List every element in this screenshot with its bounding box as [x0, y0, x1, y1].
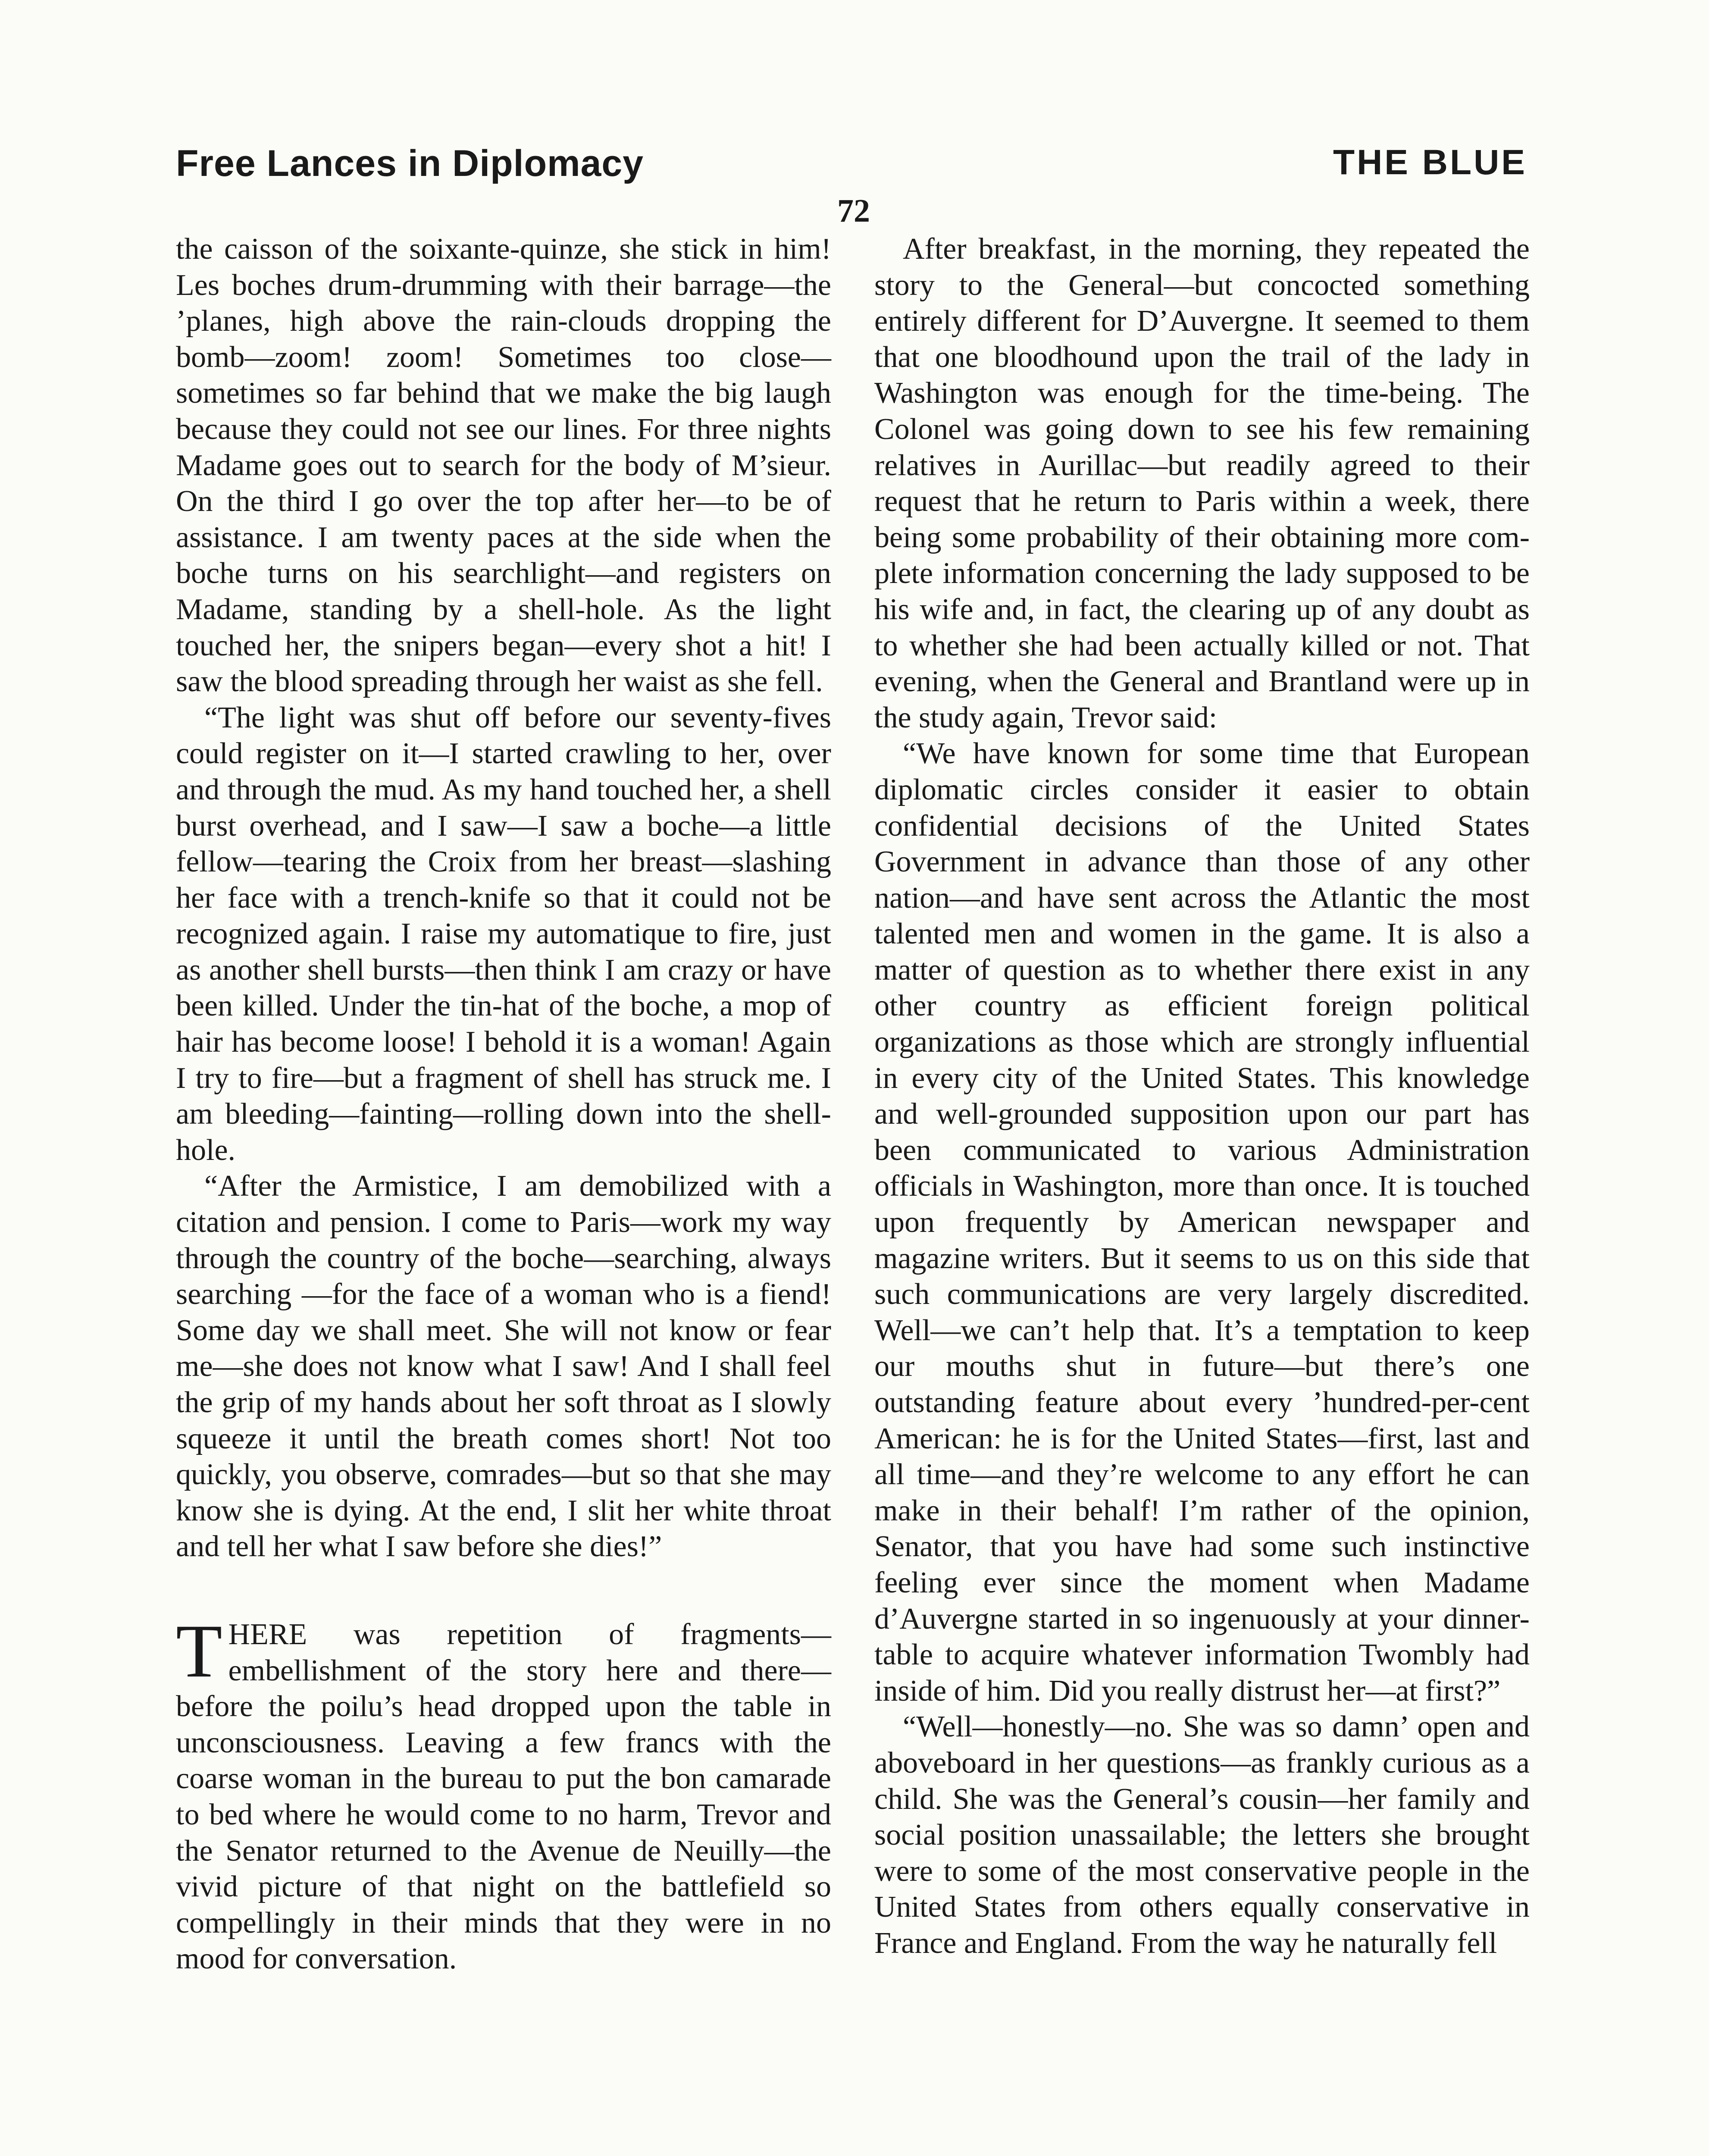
drop-cap: T — [176, 1609, 222, 1693]
right-column — [874, 231, 1530, 1962]
magazine-name: THE BLUE — [1333, 143, 1527, 182]
paragraph: “Well—honestly—no. She was so damn’ open and aboveboard in her questions—as frankly curious as a child. She was the General’s cousin—her family and social position unassailable; the letters she brought were to some of the most conservative people in the United States from others equally conservative in France and England. From the way he naturally fell — [874, 1710, 1530, 1960]
left-column — [176, 231, 831, 1977]
paragraph: After breakfast, in the morning, they repeated the story to the General—but concocted something entirely different for D’Auvergne. It seemed to them that one bloodhound upon the trail of the lady in Washington was enough for the time-being. The Colonel was going down to see his few remaining relatives in Aurillac—but readily agreed to their request that he return to Paris within a week, there being some probability of their obtaining more complete information concerning the lady supposed to be his wife and, in fact, the clearing up of any doubt as to whether she had been actually killed or not. That evening, when the General and Brantland were up in the study again, Trevor said: — [874, 232, 1530, 734]
paragraph: “The light was shut off before our seventy-fives could register on it—I started crawling to her, over and through the mud. As my hand touched her, a shell burst overhead, and I saw—I saw a boche—a little fellow—tearing the Croix from her breast—slashing her face with a trench-knife so that it could not be recognized again. I raise my automatique to fire, just as another shell bursts—then think I am crazy or have been killed. Under the tin-hat of the boche, a mop of hair has become loose! I behold it is a woman! Again I try to fire—but a fragment of shell has struck me. I am bleeding—fainting—rolling down into the shell-hole. — [176, 701, 831, 1167]
paragraph: the caisson of the soixante-quinze, she stick in him! Les boches drum-drumming with their barrage—the ’planes, high above the rain-clouds dropping the bomb—zoom! zoom! Sometimes too close—sometimes so far behind that we make the big laugh because they could not see our lines. For three nights Madame goes out to search for the body of M’sieur. On the third I go over the top after her—to be of assistance. I am twenty paces at the side when the boche turns on his searchlight—and registers on Madame, standing by a shell-hole. As the light touched her, the snipers began—every shot a hit! I saw the blood spreading through her waist as she fell. — [176, 232, 831, 699]
page-number: 72 — [837, 193, 870, 229]
paragraph-text: HERE was repetition of fragments—embellishment of the story here and there—before the poilu’s head dropped upon the table in unconsciousness. Leaving a few francs with the coarse woman in the bureau to put the bon camarade to bed where he would come to no harm, Trevor and the Senator returned to the Avenue de Neuilly—the vivid picture of that night on the battlefield so compellingly in their minds that they were in no mood for conversation. — [176, 1617, 831, 1976]
paragraph-with-drop-cap — [176, 1609, 831, 1977]
paragraph: “After the Armistice, I am demobilized with a citation and pension. I come to Paris—work my way through the country of the boche—searching, always searching —for the face of a woman who is a fiend! Some day we shall meet. She will not know or fear me—she does not know what I saw! And I shall feel the grip of my hands about her soft throat as I slowly squeeze it until the breath comes short! Not too quickly, you observe, comrades—but so that she may know she is dying. At the end, I slit her white throat and tell her what I saw before she dies!” — [176, 1169, 831, 1564]
paragraph: “We have known for some time that European diplomatic circles consider it easier to obtain confidential decisions of the United States Government in advance than those of any other nation—and have sent across the Atlantic the most talented men and women in the game. It is also a matter of question as to whether there exist in any other country as efficient foreign political organizations as those which are strongly influential in every city of the United States. This knowledge and well-grounded supposition upon our part has been communicated to various Administration officials in Washington, more than once. It is touched upon frequently by American newspaper and magazine writers. But it seems to us on this side that such communications are very largely discredited. Well—we can’t help that. It’s a temptation to keep our mouths shut in future—but there’s one outstanding feature about every ’hundred-per-cent American: he is for the United States—first, last and all time—and they’re welcome to any effort he can make in their behalf! I’m rather of the opinion, Senator, that you have had some such instinctive feeling ever since the moment when Madame d’Auvergne started in so ingenuously at your dinner-table to acquire whatever information Twombly had inside of him. Did you really distrust her—at first?” — [874, 737, 1530, 1708]
running-title: Free Lances in Diplomacy — [176, 143, 644, 184]
